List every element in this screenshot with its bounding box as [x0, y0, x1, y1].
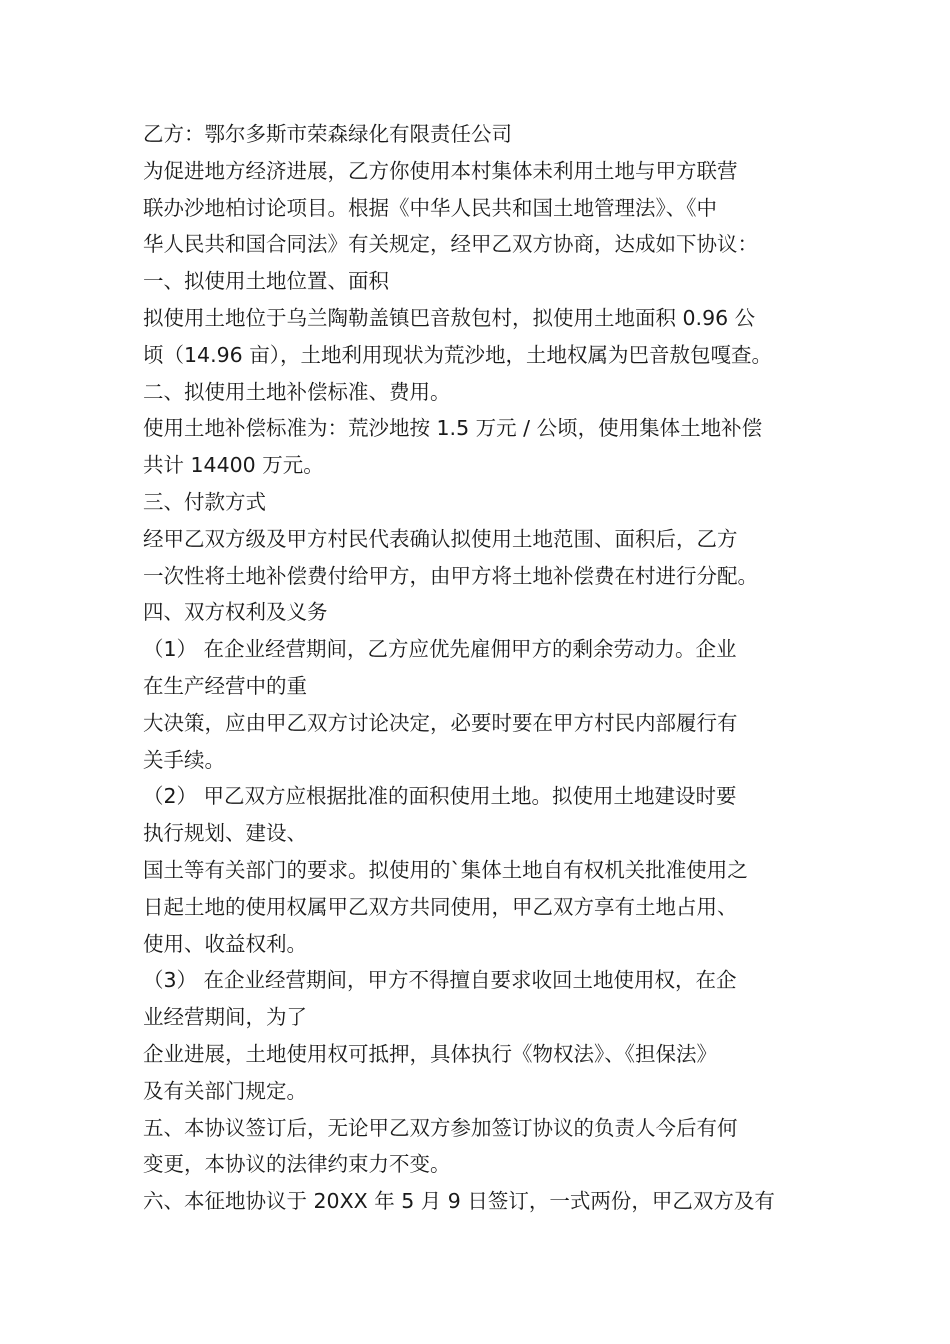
text-line: 联办沙地柏讨论项目。根据《中华人民共和国土地管理法》、《中: [143, 195, 717, 220]
text-line: 关手续。: [143, 747, 225, 772]
text-line: 在生产经营中的重: [143, 673, 307, 698]
text-line: （2） 甲乙双方应根据批准的面积使用土地。拟使用土地建设时要: [143, 784, 737, 809]
section-heading: 三、付款方式: [143, 489, 266, 514]
text-line: 拟使用土地位于乌兰陶勒盖镇巴音敖包村，拟使用土地面积 0.96 公: [143, 305, 756, 330]
text-line: 为促进地方经济进展，乙方你使用本村集体未利用土地与甲方联营: [143, 158, 738, 183]
agreement-body: [143, 116, 823, 1220]
text-line: 日起土地的使用权属甲乙双方共同使用，甲乙双方享有土地占用、: [143, 894, 738, 919]
text-line: 国土等有关部门的要求。拟使用的`集体土地自有权机关批准使用之: [143, 857, 748, 882]
section-heading: 一、拟使用土地位置、面积: [143, 269, 389, 294]
text-line: 使用、收益权利。: [143, 931, 307, 956]
section-heading: 四、双方权利及义务: [143, 600, 328, 625]
text-line: 使用土地补偿标准为：荒沙地按 1.5 万元 / 公顷，使用集体土地补偿: [143, 416, 763, 441]
text-line: 乙方：鄂尔多斯市荣森绿化有限责任公司: [143, 122, 512, 146]
text-line: 企业进展，土地使用权可抵押，具体执行《物权法》、《担保法》: [143, 1041, 717, 1066]
text-line: 大决策，应由甲乙双方讨论决定，必要时要在甲方村民内部履行有: [143, 710, 738, 735]
text-line: 经甲乙双方级及甲方村民代表确认拟使用土地范围、面积后，乙方: [143, 526, 738, 551]
text-line: 华人民共和国合同法》有关规定，经甲乙双方协商，达成如下协议：: [143, 232, 758, 257]
text-line: 一次性将土地补偿费付给甲方，由甲方将土地补偿费在村进行分配。: [143, 563, 758, 588]
section-heading: 二、拟使用土地补偿标准、费用。: [143, 379, 451, 404]
text-line: 及有关部门规定。: [143, 1078, 307, 1103]
text-line: 业经营期间，为了: [143, 1005, 307, 1030]
text-line: 执行规划、建设、: [143, 821, 307, 846]
text-line: 顷（14.96 亩），土地利用现状为荒沙地，土地权属为巴音敖包嘎查。: [143, 342, 772, 367]
text-line: 变更，本协议的法律约束力不变。: [143, 1152, 451, 1177]
text-line: 共计 14400 万元。: [143, 453, 324, 478]
text-line: 六、本征地协议于 20XX 年 5 月 9 日签订，一式两份，甲乙双方及有: [143, 1189, 775, 1214]
text-line: （3） 在企业经营期间，甲方不得擅自要求收回土地使用权，在企: [143, 968, 737, 993]
text-line: （1） 在企业经营期间，乙方应优先雇佣甲方的剩余劳动力。企业: [143, 637, 737, 662]
text-line: 五、本协议签订后，无论甲乙双方参加签订协议的负责人今后有何: [143, 1115, 738, 1140]
